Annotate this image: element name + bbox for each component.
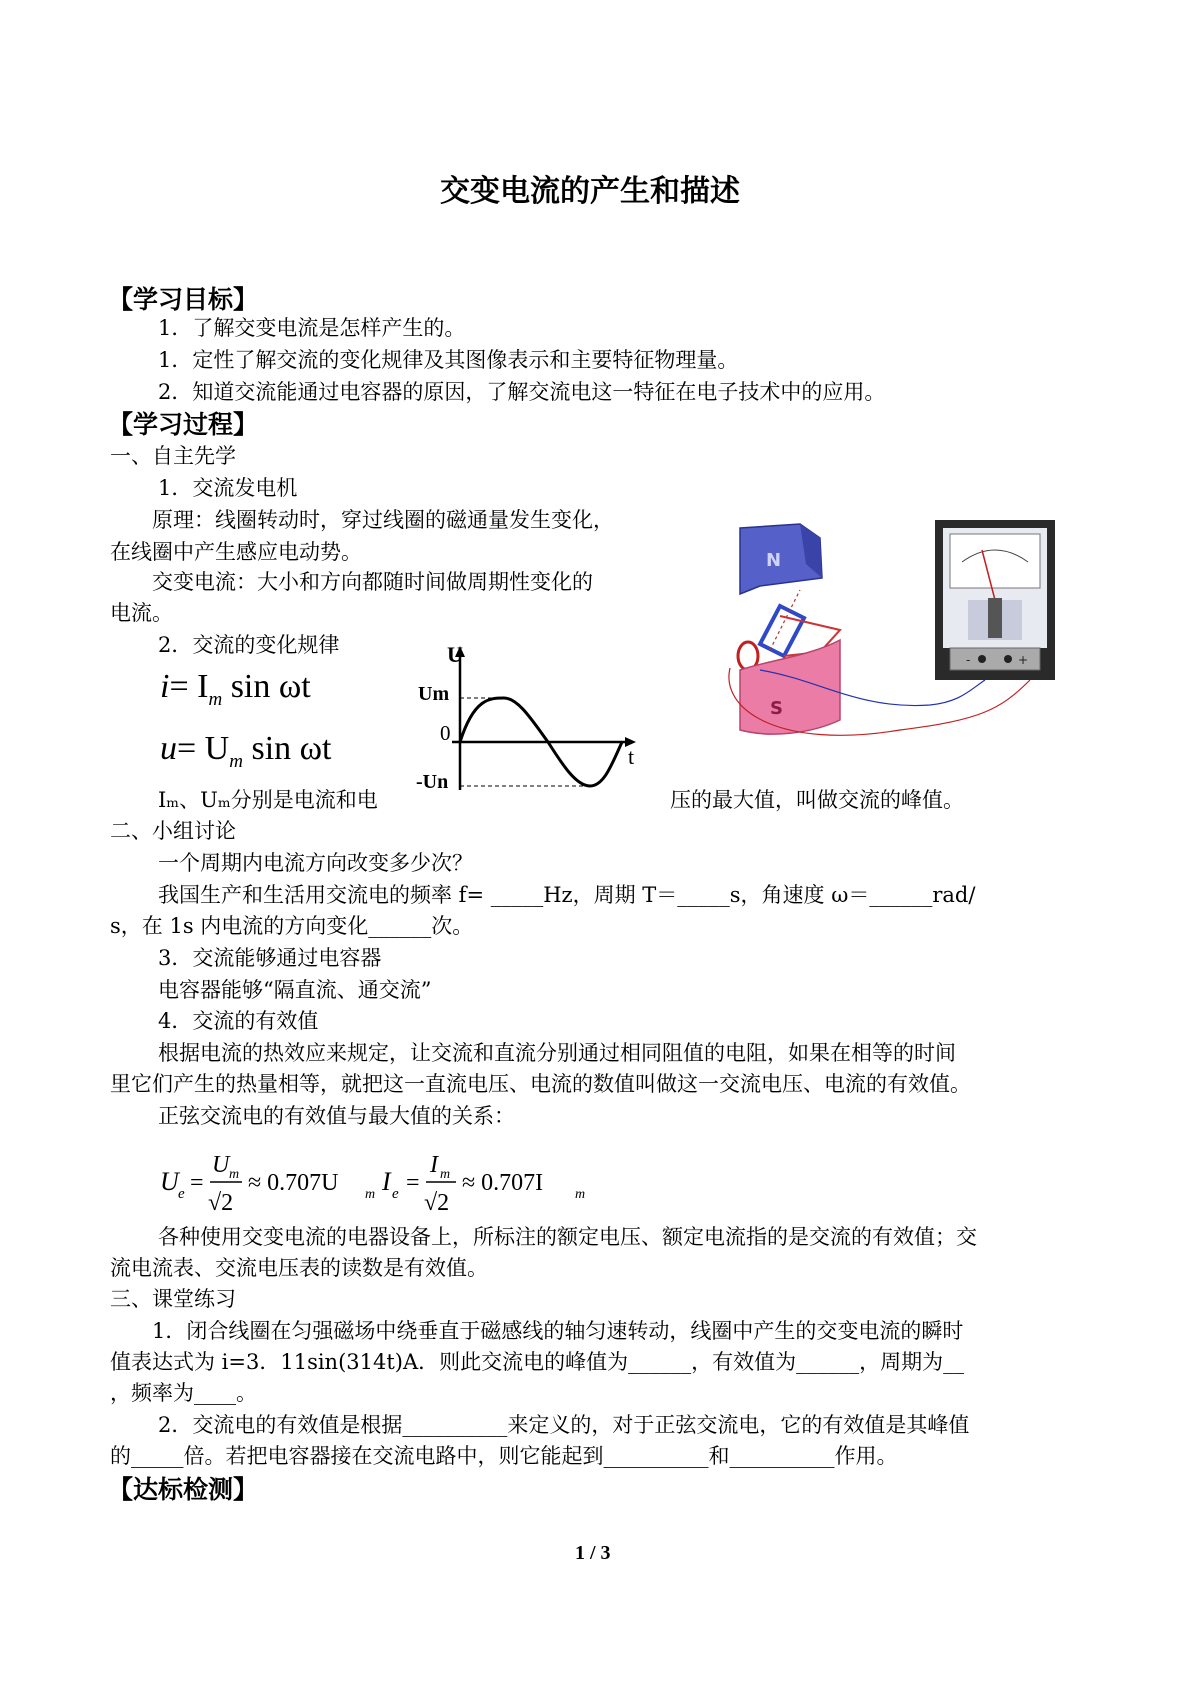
- practice2-line2: 的_____倍。若把电容器接在交流电路中，则它能起到__________和__________作用。: [110, 1444, 898, 1468]
- graph-zero-label: 0: [440, 721, 451, 745]
- rms-i-e: I: [382, 1167, 391, 1196]
- rms-i-eq: =: [406, 1170, 420, 1196]
- rms-u-e: U: [160, 1167, 179, 1196]
- formula-i-sub: m: [208, 688, 223, 710]
- part2-item4: 4．交流的有效值: [158, 1009, 319, 1033]
- formula-i-lhs: i: [160, 668, 170, 705]
- sine-wave-graph: [412, 640, 642, 795]
- part3-heading: 三、课堂练习: [110, 1287, 236, 1311]
- graph-x-label: t: [628, 744, 635, 769]
- practice1-line2: 值表达式为 i=3．11sin(314t)A．则此交流电的峰值为______，有效值为______，周期为__: [110, 1350, 965, 1374]
- principle-line1: 原理：线圈转动时，穿过线圈的磁通量发生变化，: [152, 508, 614, 532]
- part2-heading: 二、小组讨论: [110, 819, 236, 843]
- rms-i-num-sub: m: [440, 1167, 451, 1182]
- rms-i-approx-sub: m: [575, 1187, 586, 1202]
- practice2-line1: 2．交流电的有效值是根据__________来定义的，对于正弦交流电，它的有效值是其峰值: [158, 1413, 970, 1437]
- ac-definition-line1: 交变电流：大小和方向都随时间做周期性变化的: [152, 570, 593, 594]
- rms-u-eq: =: [190, 1170, 204, 1196]
- s-pole-label: S: [770, 698, 783, 719]
- peak-value-text-right: 压的最大值，叫做交流的峰值。: [670, 788, 964, 812]
- terminal-minus: [978, 655, 986, 663]
- formula-u-lhs: u: [160, 730, 177, 767]
- terminal-minus-label: -: [966, 653, 971, 667]
- part1-item2: 2．交流的变化规律: [158, 633, 340, 657]
- formula-u-mid: = U: [177, 730, 230, 767]
- goal-item: 2．知道交流能通过电容器的原因，了解交流电这一特征在电子技术中的应用。: [158, 380, 886, 404]
- rms-i-num: I: [430, 1152, 438, 1178]
- graph-y-label: U: [447, 642, 463, 667]
- practice1-line3: ，频率为____。: [110, 1381, 257, 1405]
- terminal-plus: [1004, 655, 1012, 663]
- page-title: 交变电流的产生和描述: [440, 174, 740, 209]
- rms-definition-line1: 根据电流的热效应来规定，让交流和直流分别通过相同阻值的电阻，如果在相等的时间: [158, 1041, 956, 1065]
- question-frequency-line2: s，在 1s 内电流的方向变化______次。: [110, 914, 474, 938]
- voltage-formula: [160, 730, 331, 773]
- rms-definition-line2: 里它们产生的热量相等，就把这一直流电压、电流的数值叫做这一交流电压、电流的有效值。: [110, 1072, 971, 1096]
- part1-heading: 一、自主先学: [110, 444, 236, 468]
- part1-item1: 1．交流发电机: [158, 476, 298, 500]
- device-rating-line1: 各种使用交变电流的电器设备上，所标注的额定电压、额定电流指的是交流的有效值；交: [158, 1225, 977, 1249]
- section-heading-check: 【达标检测】: [108, 1475, 259, 1504]
- ac-definition-line2: 电流。: [110, 601, 173, 625]
- rms-i-den: √2: [424, 1190, 450, 1216]
- principle-line2: 在线圈中产生感应电动势。: [110, 540, 362, 564]
- formula-i-mid: = I: [169, 668, 209, 705]
- device-rating-line2: 流电流表、交流电压表的读数是有效值。: [110, 1256, 488, 1280]
- page-number: 1 / 3: [575, 1542, 611, 1564]
- rms-i-approx: ≈ 0.707I: [462, 1170, 544, 1196]
- generator-illustration: [700, 520, 1100, 740]
- graph-neg-um-label: -Un: [416, 771, 449, 793]
- question-frequency-line1: 我国生产和生活用交流电的频率 f= _____Hz，周期 T＝_____s，角速度 ω＝______rad/: [158, 883, 976, 907]
- s-pole-magnet: [740, 640, 840, 734]
- question-direction-changes: 一个周期内电流方向改变多少次？: [158, 851, 473, 875]
- rms-relation-intro: 正弦交流电的有效值与最大值的关系：: [158, 1104, 515, 1128]
- rms-u-den: √2: [208, 1190, 234, 1216]
- current-formula: [160, 668, 311, 711]
- rms-u-num: U: [212, 1152, 230, 1178]
- rms-i-e-sub: e: [392, 1186, 399, 1202]
- section-heading-process: 【学习过程】: [108, 410, 259, 439]
- formula-u-rhs: sin ωt: [242, 730, 332, 767]
- peak-value-text-left: Iₘ、Uₘ分别是电流和电: [158, 788, 378, 812]
- section-heading-goals: 【学习目标】: [108, 285, 259, 314]
- part2-item3: 3．交流能够通过电容器: [158, 946, 382, 970]
- formula-i-rhs: sin ωt: [222, 668, 311, 705]
- graph-um-label: Um: [418, 683, 450, 705]
- capacitor-statement: 电容器能够“隔直流、通交流”: [158, 978, 432, 1002]
- coil-loop: [760, 606, 804, 656]
- n-pole-label: N: [766, 550, 782, 571]
- rms-u-approx: ≈ 0.707U: [248, 1170, 339, 1196]
- rms-u-num-sub: m: [229, 1167, 240, 1182]
- practice1-line1: 1．闭合线圈在匀强磁场中绕垂直于磁感线的轴匀速转动，线圈中产生的交变电流的瞬时: [152, 1319, 964, 1343]
- goal-item: 1．定性了解交流的变化规律及其图像表示和主要特征物理量。: [158, 348, 739, 372]
- formula-u-sub: m: [229, 750, 243, 772]
- rms-u-e-sub: e: [178, 1186, 185, 1202]
- terminal-plus-label: +: [1018, 653, 1029, 667]
- rms-u-approx-sub: m: [365, 1187, 376, 1202]
- goal-item: 1．了解交变电流是怎样产生的。: [158, 316, 466, 340]
- rms-formulas: [150, 1140, 610, 1220]
